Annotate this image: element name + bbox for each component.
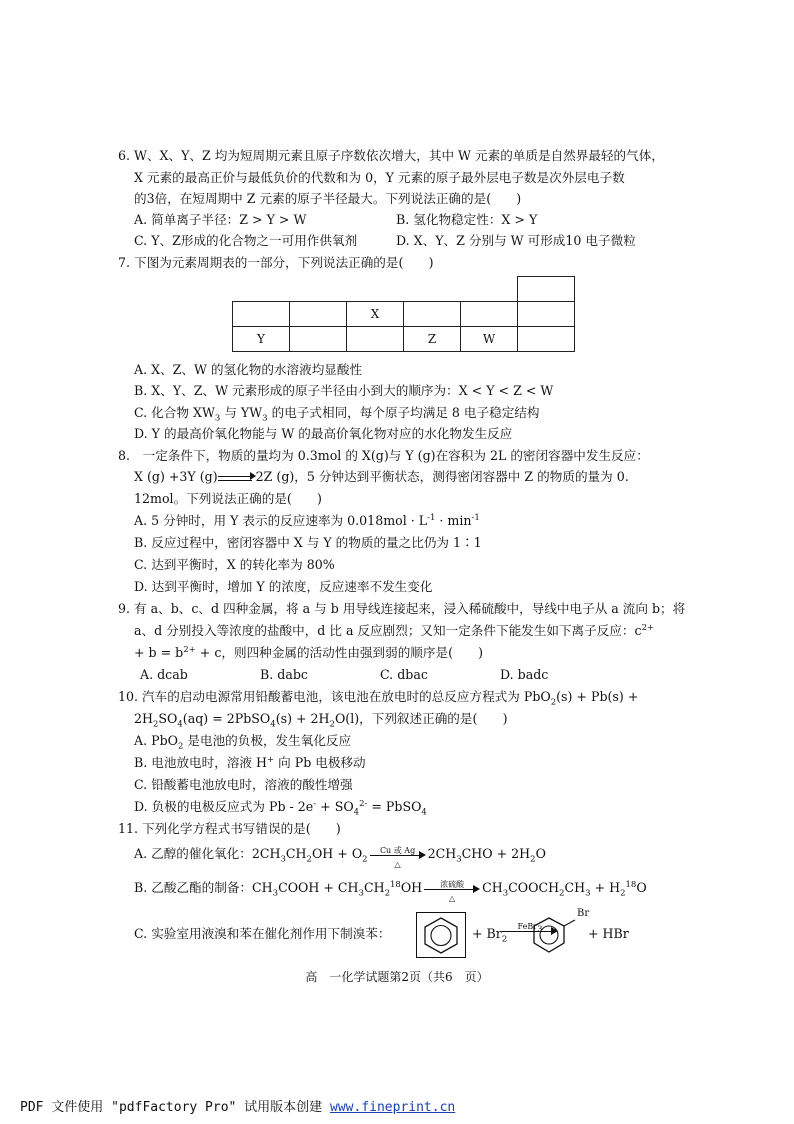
q6-option-b: B. 氢化物稳定性：X > Y <box>396 212 538 227</box>
q9-stem-line1: 9. 有 a、b、c、d 四种金属，将 a 与 b 用导线连接起来，浸入稀硫酸中，导线中电子从 a 流向 b；将 <box>118 601 686 616</box>
q11-c-reactant-br2: + $Br_2$ <box>472 926 508 945</box>
q6-option-c: C. Y、Z形成的化合物之一可用作供氧剂 <box>134 233 358 248</box>
q10-option-d: D. 负极的电极反应式为 $Pb - 2e^- + SO_4^{2-}$ = PbSO$_4$ <box>134 798 427 818</box>
reversible-arrow-icon: 浓硫酸 △ <box>424 881 480 897</box>
fineprint-link[interactable]: www.fineprint.cn <box>330 1100 456 1115</box>
q9-stem-line2: a、d 分别投入等浓度的盐酸中，d 比 a 反应剧烈；又知一定条件下能发生如下离子反应：$c^{2+}$ <box>134 622 655 638</box>
q6-option-d: D. X、Y、Z 分别与 W 可形成10 电子微粒 <box>396 233 636 248</box>
q11-c-product-hbr: + HBr <box>588 926 629 941</box>
benzene-ring-icon <box>416 912 466 958</box>
q11-stem: 11. 下列化学方程式书写错误的是( ) <box>118 821 341 836</box>
q7-option-d: D. Y 的最高价氧化物能与 W 的最高价氧化物对应的水化物发生反应 <box>134 426 513 441</box>
q7-option-a: A. X、Z、W 的氢化物的水溶液均显酸性 <box>134 362 363 377</box>
q7-stem: 7. 下图为元素周期表的一部分，下列说法正确的是( ) <box>118 255 434 270</box>
bromobenzene-ring-icon <box>527 914 577 956</box>
q10-option-a: A. PbO$_2$ 是电池的负极，发生氧化反应 <box>134 733 352 752</box>
q8-stem-line1: 8. 一定条件下，物质的量均为 0.3mol 的 X(g)与 Y (g)在容积为 2L 的密闭容器中发生反应： <box>118 448 649 463</box>
page-footer: 高 一化学试题第2页（共6 页） <box>305 970 489 984</box>
equilibrium-arrow-icon <box>218 470 256 486</box>
q6-stem-line1: 6. W、X、Y、Z 均为短周期元素且原子序数依次增大，其中 W 元素的单质是自然界最轻的气体， <box>118 148 664 163</box>
pdf-watermark: PDF 文件使用 "pdfFactory Pro" 试用版本创建 www.fineprint.cn <box>20 1100 456 1115</box>
q7-option-c: C. 化合物 $XW_3$ 与 $YW_3$ 的电子式相同，每个原子均满足 8 电子稳定结构 <box>134 405 540 424</box>
q6-option-a: A. 简单离子半径：Z > Y > W <box>134 212 307 227</box>
q11-c-br-substituent: Br <box>577 908 590 919</box>
pt-cell-y: Y <box>233 327 290 352</box>
q8-option-b: B. 反应过程中，密闭容器中 X 与 Y 的物质的量之比仍为 1∶1 <box>134 535 482 550</box>
q9-option-b: B. dabc <box>260 667 308 682</box>
q9-option-c: C. dbac <box>380 667 428 682</box>
q11-option-c-label: C. 实验室用液溴和苯在催化剂作用下制溴苯： <box>134 926 391 941</box>
pt-cell-x: X <box>347 302 404 327</box>
q8-option-c: C. 达到平衡时，X 的转化率为 80% <box>134 557 335 572</box>
q10-stem-line2: $2H_2SO_4(aq)$ = 2PbSO$_4$(s) + $2H_2O(l)$，下列叙述正确的是( ) <box>134 711 508 730</box>
q6-stem-line2: X 元素的最高正价与最低负价的代数和为 0，Y 元素的原子最外层电子数是次外层电子数 <box>134 170 625 185</box>
q11-option-a: A. 乙醇的催化氧化：$2CH_3CH_2OH + O_2$ Cu 或 Ag △ $2CH_3CHO + 2H_2O$ <box>134 845 546 869</box>
q10-stem-line1: 10. 汽车的启动电源常用铅酸蓄电池，该电池在放电时的总反应方程式为 PbO$_2$(s) + Pb(s) + <box>118 689 639 708</box>
q10-option-c: C. 铅酸蓄电池放电时，溶液的酸性增强 <box>134 777 353 792</box>
q7-option-b: B. X、Y、Z、W 元素形成的原子半径由小到大的顺序为：X < Y < Z < W <box>134 383 554 398</box>
q6-stem-line3: 的3倍，在短周期中 Z 元素的原子半径最大。下列说法正确的是( ) <box>134 191 522 206</box>
reaction-arrow-icon: Cu 或 Ag △ <box>370 847 426 863</box>
q8-stem-line2: X (g) +3Y (g) 2Z (g)，5 分钟达到平衡状态，测得密闭容器中 Z 的物质的量为 0. <box>134 469 629 484</box>
q10-option-b: B. 电池放电时，溶液 H+ 向 Pb 电极移动 <box>134 754 366 770</box>
pt-cell-z: Z <box>404 327 461 352</box>
pt-cell-w: W <box>461 327 518 352</box>
q9-option-a: A. dcab <box>140 667 188 682</box>
catalyst-arrow-icon: FeBr$_3$ <box>502 923 558 939</box>
q9-stem-line3: + $b = b^{2+} + c$，则四种金属的活动性由强到弱的顺序是( ) <box>134 644 484 660</box>
q8-stem-line3: 12mol。下列说法正确的是( ) <box>134 491 322 506</box>
periodic-table-fragment <box>232 276 575 352</box>
q11-option-b: B. 乙酸乙酯的制备：$CH_3COOH + CH_3CH_2^{18}OH$ 浓硫酸 △ $CH_3COOCH_2CH_3 + H_2^{18}O$ <box>134 879 647 903</box>
q8-option-a: A. 5 分钟时，用 Y 表示的反应速率为 $0.018mol \cdot L^{-1} \cdot \min^{-1}$ <box>134 512 480 528</box>
q9-option-d: D. badc <box>500 667 549 682</box>
q8-option-d: D. 达到平衡时，增加 Y 的浓度，反应速率不发生变化 <box>134 579 433 594</box>
pt-cell-empty <box>518 277 575 302</box>
